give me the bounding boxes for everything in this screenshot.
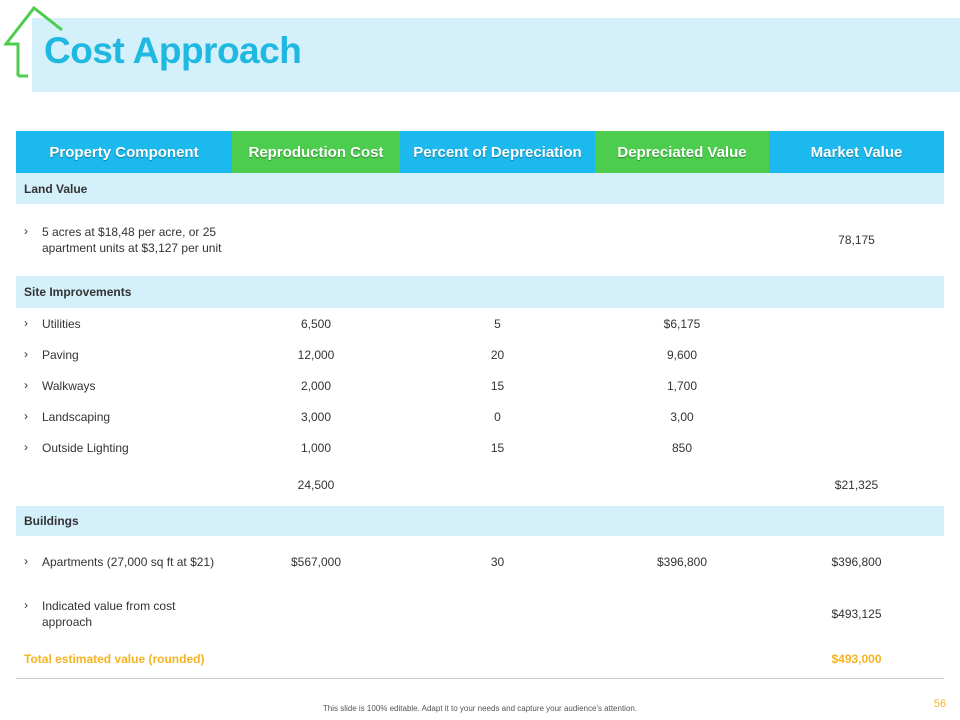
total-market-value: $493,000 <box>769 640 944 678</box>
market-value-cell: 78,175 <box>838 233 875 247</box>
reproduction-cost-cell: 6,500 <box>300 316 332 331</box>
table-row <box>16 433 944 463</box>
section-label: Buildings <box>16 506 944 536</box>
row-label: Paving <box>42 347 79 362</box>
table-row <box>16 401 944 433</box>
table-row <box>16 588 944 640</box>
depreciated-value-cell: 850 <box>671 441 693 455</box>
market-value-cell: $493,125 <box>831 607 882 621</box>
chevron-right-icon: › <box>24 409 28 423</box>
depreciated-value-cell: $6,175 <box>663 316 701 331</box>
table-row <box>16 308 944 339</box>
reproduction-cost-cell: 12,000 <box>297 347 335 362</box>
percent-depreciation-cell: 0 <box>494 410 501 424</box>
percent-depreciation-cell: 20 <box>490 347 505 362</box>
header-percent-depreciation: Percent of Depreciation <box>400 131 595 173</box>
reproduction-cost-cell: $567,000 <box>290 555 342 569</box>
reproduction-cost-subtotal: 24,500 <box>297 477 335 492</box>
total-row <box>16 640 944 678</box>
table-row <box>16 204 944 276</box>
row-label: Landscaping <box>42 410 111 424</box>
depreciated-value-cell: 1,700 <box>666 378 698 393</box>
row-label: Utilities <box>42 316 81 331</box>
header-depreciated-value: Depreciated Value <box>595 131 769 173</box>
header-reproduction-cost: Reproduction Cost <box>232 131 400 173</box>
chevron-right-icon: › <box>24 377 28 392</box>
cost-approach-table <box>16 131 944 679</box>
reproduction-cost-cell: 3,000 <box>300 410 332 424</box>
table-header-row <box>16 131 944 173</box>
header-market-value: Market Value <box>769 131 944 173</box>
section-label: Land Value <box>16 173 944 204</box>
percent-depreciation-cell: 30 <box>490 555 505 569</box>
row-label: Outside Lighting <box>42 441 129 455</box>
section-row-land-value <box>16 173 944 204</box>
chevron-right-icon: › <box>24 440 28 454</box>
subtotal-row <box>16 463 944 506</box>
page-title: Cost Approach <box>44 30 302 71</box>
depreciated-value-cell: 9,600 <box>666 347 698 362</box>
chevron-right-icon: › <box>24 224 28 238</box>
footer-note: This slide is 100% editable. Adapt it to your needs and capture your audience's attention. <box>322 704 638 713</box>
row-label: Indicated value from cost approach <box>42 599 176 629</box>
depreciated-value-cell: 3,00 <box>670 410 694 424</box>
reproduction-cost-cell: 2,000 <box>300 378 332 393</box>
section-row-buildings <box>16 506 944 536</box>
header-property-component: Property Component <box>16 131 232 173</box>
row-label: Apartments (27,000 sq ft at $21) <box>42 555 215 569</box>
percent-depreciation-cell: 5 <box>494 316 501 331</box>
chevron-right-icon: › <box>24 346 28 361</box>
table-row <box>16 536 944 588</box>
table-row <box>16 370 944 401</box>
percent-depreciation-cell: 15 <box>490 378 505 393</box>
depreciated-value-cell: $396,800 <box>656 555 708 569</box>
chevron-right-icon: › <box>24 315 28 330</box>
reproduction-cost-cell: 1,000 <box>300 441 332 455</box>
chevron-right-icon: › <box>24 554 28 568</box>
row-label: Walkways <box>42 378 96 393</box>
page-number: 56 <box>933 698 946 710</box>
chevron-right-icon: › <box>24 598 28 612</box>
section-label: Site Improvements <box>16 276 944 308</box>
row-label: 5 acres at $18,48 per acre, or 25 apartment units at $3,127 per unit <box>42 225 222 255</box>
market-value-cell: $396,800 <box>831 555 882 569</box>
total-label: Total estimated value (rounded) <box>16 640 232 678</box>
market-value-subtotal: $21,325 <box>834 477 879 492</box>
table-row <box>16 339 944 370</box>
section-row-site-improvements <box>16 276 944 308</box>
percent-depreciation-cell: 15 <box>490 441 505 455</box>
